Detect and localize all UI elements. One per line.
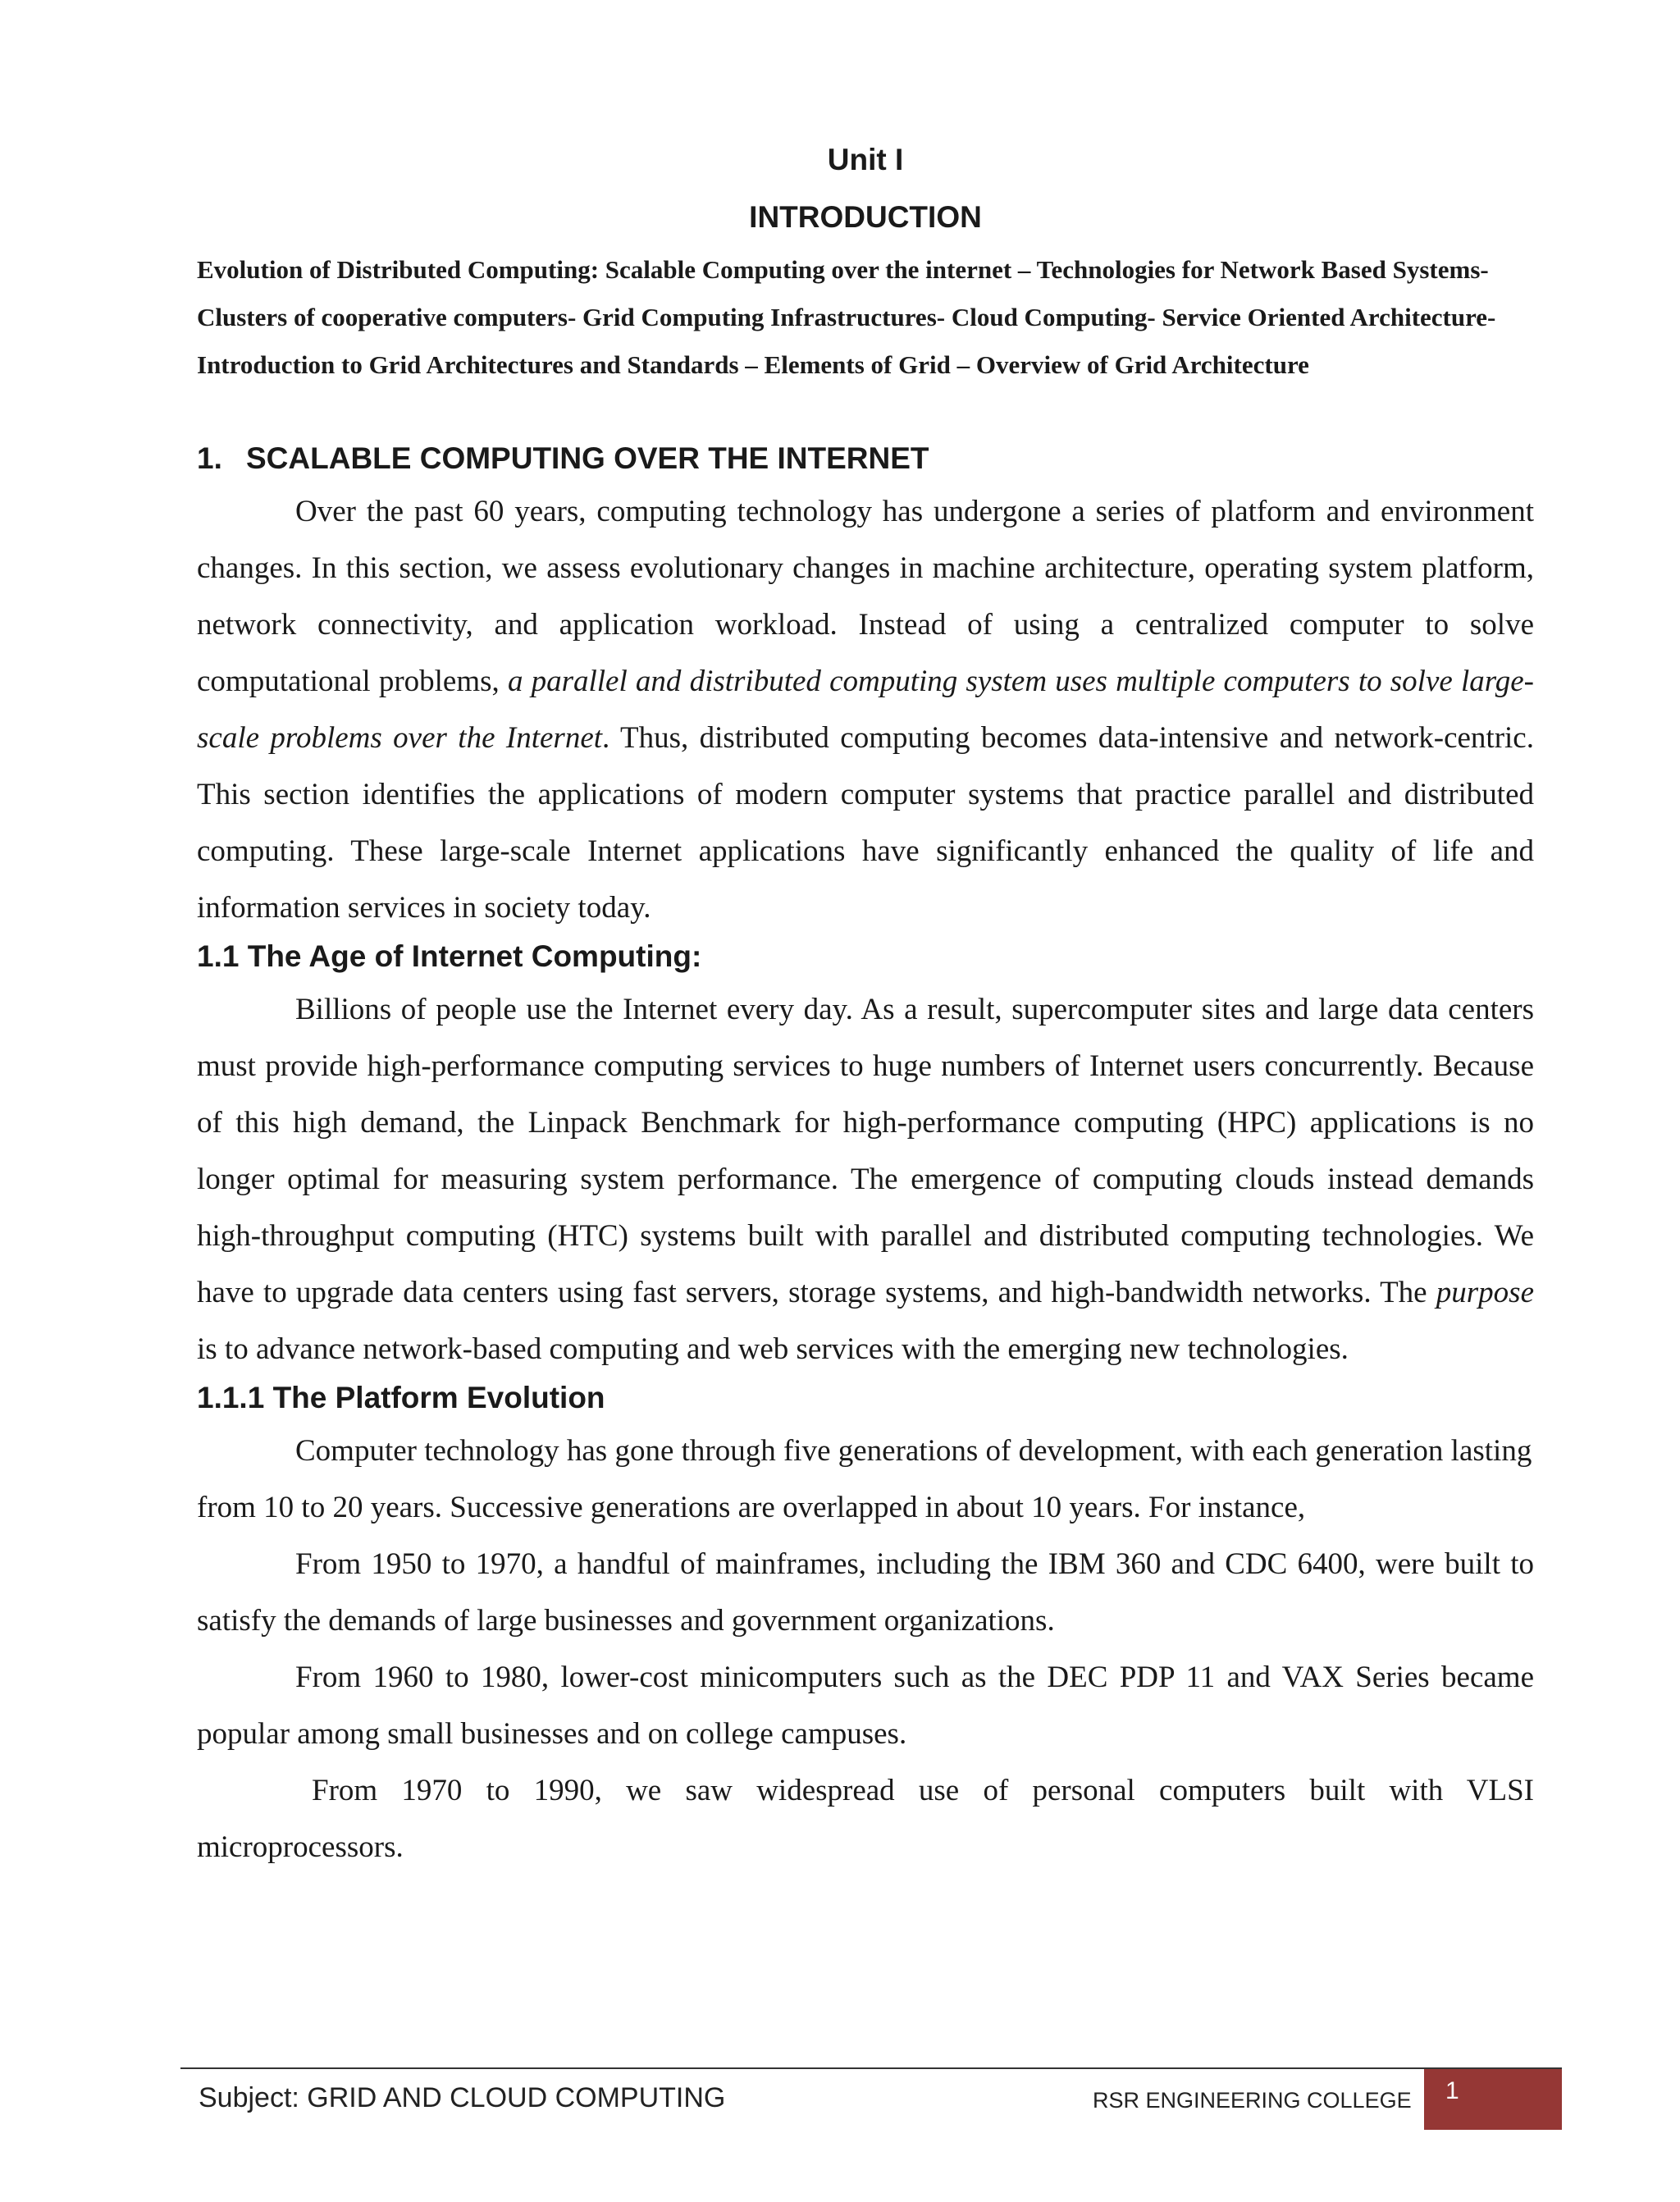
section-1-paragraph (197, 483, 1534, 936)
section-1-1-heading: 1.1 The Age of Internet Computing: (197, 939, 702, 973)
section-1-1-text-end: is to advance network-based computing and web services with the emerging new technologies. (197, 1332, 1349, 1366)
unit-title: Unit I (827, 143, 904, 176)
section-1-title: SCALABLE COMPUTING OVER THE INTERNET (246, 441, 929, 475)
page-number-badge (1424, 2069, 1562, 2130)
syllabus-summary: Evolution of Distributed Computing: Scalable Computing over the internet – Technologies for Network Based Systems- Clusters of cooperative computers- Grid Computing Infrastructures- Cloud Computing- Service Oriented Architecture- Introduction to Grid Architectures and Standards – Elements of Grid – Overview of Grid Architecture (197, 255, 1496, 379)
section-1-1-text-emphasis: purpose (1436, 1276, 1534, 1309)
footer-subject: Subject: GRID AND CLOUD COMPUTING (199, 2082, 726, 2113)
section-1-1-paragraph (197, 981, 1534, 1377)
section-1-number: 1. (197, 441, 222, 475)
mainframes-paragraph: From 1950 to 1970, a handful of mainframes, including the IBM 360 and CDC 6400, were built to satisfy the demands of large businesses and government organizations. (197, 1547, 1534, 1638)
minicomputers-paragraph: From 1960 to 1980, lower-cost minicomputers such as the DEC PDP 11 and VAX Series became popular among small businesses and on college campuses. (197, 1661, 1534, 1751)
section-1-text-start: Over the past 60 years, computing technology has undergone a series of platform and environment changes. In this section, we assess evolutionary changes in machine architecture, operating system platform, network connectivity, and application workload. Instead of using a centralized computer to solve computational problems, (197, 495, 1534, 698)
footer-divider (180, 2067, 1562, 2069)
personal-computers-paragraph: From 1970 to 1990, we saw widespread use of personal computers built with VLSI microprocessors. (197, 1774, 1534, 1864)
section-1-text-end: . Thus, distributed computing becomes data-intensive and network-centric. This section identifies the applications of modern computer systems that practice parallel and distributed computing. These large-scale Internet applications have significantly enhanced the quality of life and information services in society today. (197, 721, 1534, 925)
footer-college: RSR ENGINEERING COLLEGE (1093, 2088, 1412, 2113)
platform-evolution-intro: Computer technology has gone through five generations of development, with each generation lasting from 10 to 20 years. Successive generations are overlapped in about 10 years. For instance, (197, 1434, 1532, 1524)
page-number: 1 (1445, 2077, 1459, 2104)
section-1-text-emphasis: a parallel and distributed computing system uses multiple computers to solve large-scale problems over the Internet (197, 665, 1534, 755)
page-title: INTRODUCTION (749, 200, 982, 234)
page-content (197, 131, 1534, 1875)
section-1-1-text-start: Billions of people use the Internet every day. As a result, supercomputer sites and large data centers must provide high-performance computing services to huge numbers of Internet users concurrently. Because of this high demand, the Linpack Benchmark for high-performance computing (HPC) applications is no longer optimal for measuring system performance. The emergence of computing clouds instead demands high-throughput computing (HTC) systems built with parallel and distributed computing technologies. We have to upgrade data centers using fast servers, storage systems, and high-bandwidth networks. The (197, 993, 1534, 1309)
section-1-1-1-heading: 1.1.1 The Platform Evolution (197, 1381, 605, 1414)
section-1-heading (197, 438, 1534, 479)
